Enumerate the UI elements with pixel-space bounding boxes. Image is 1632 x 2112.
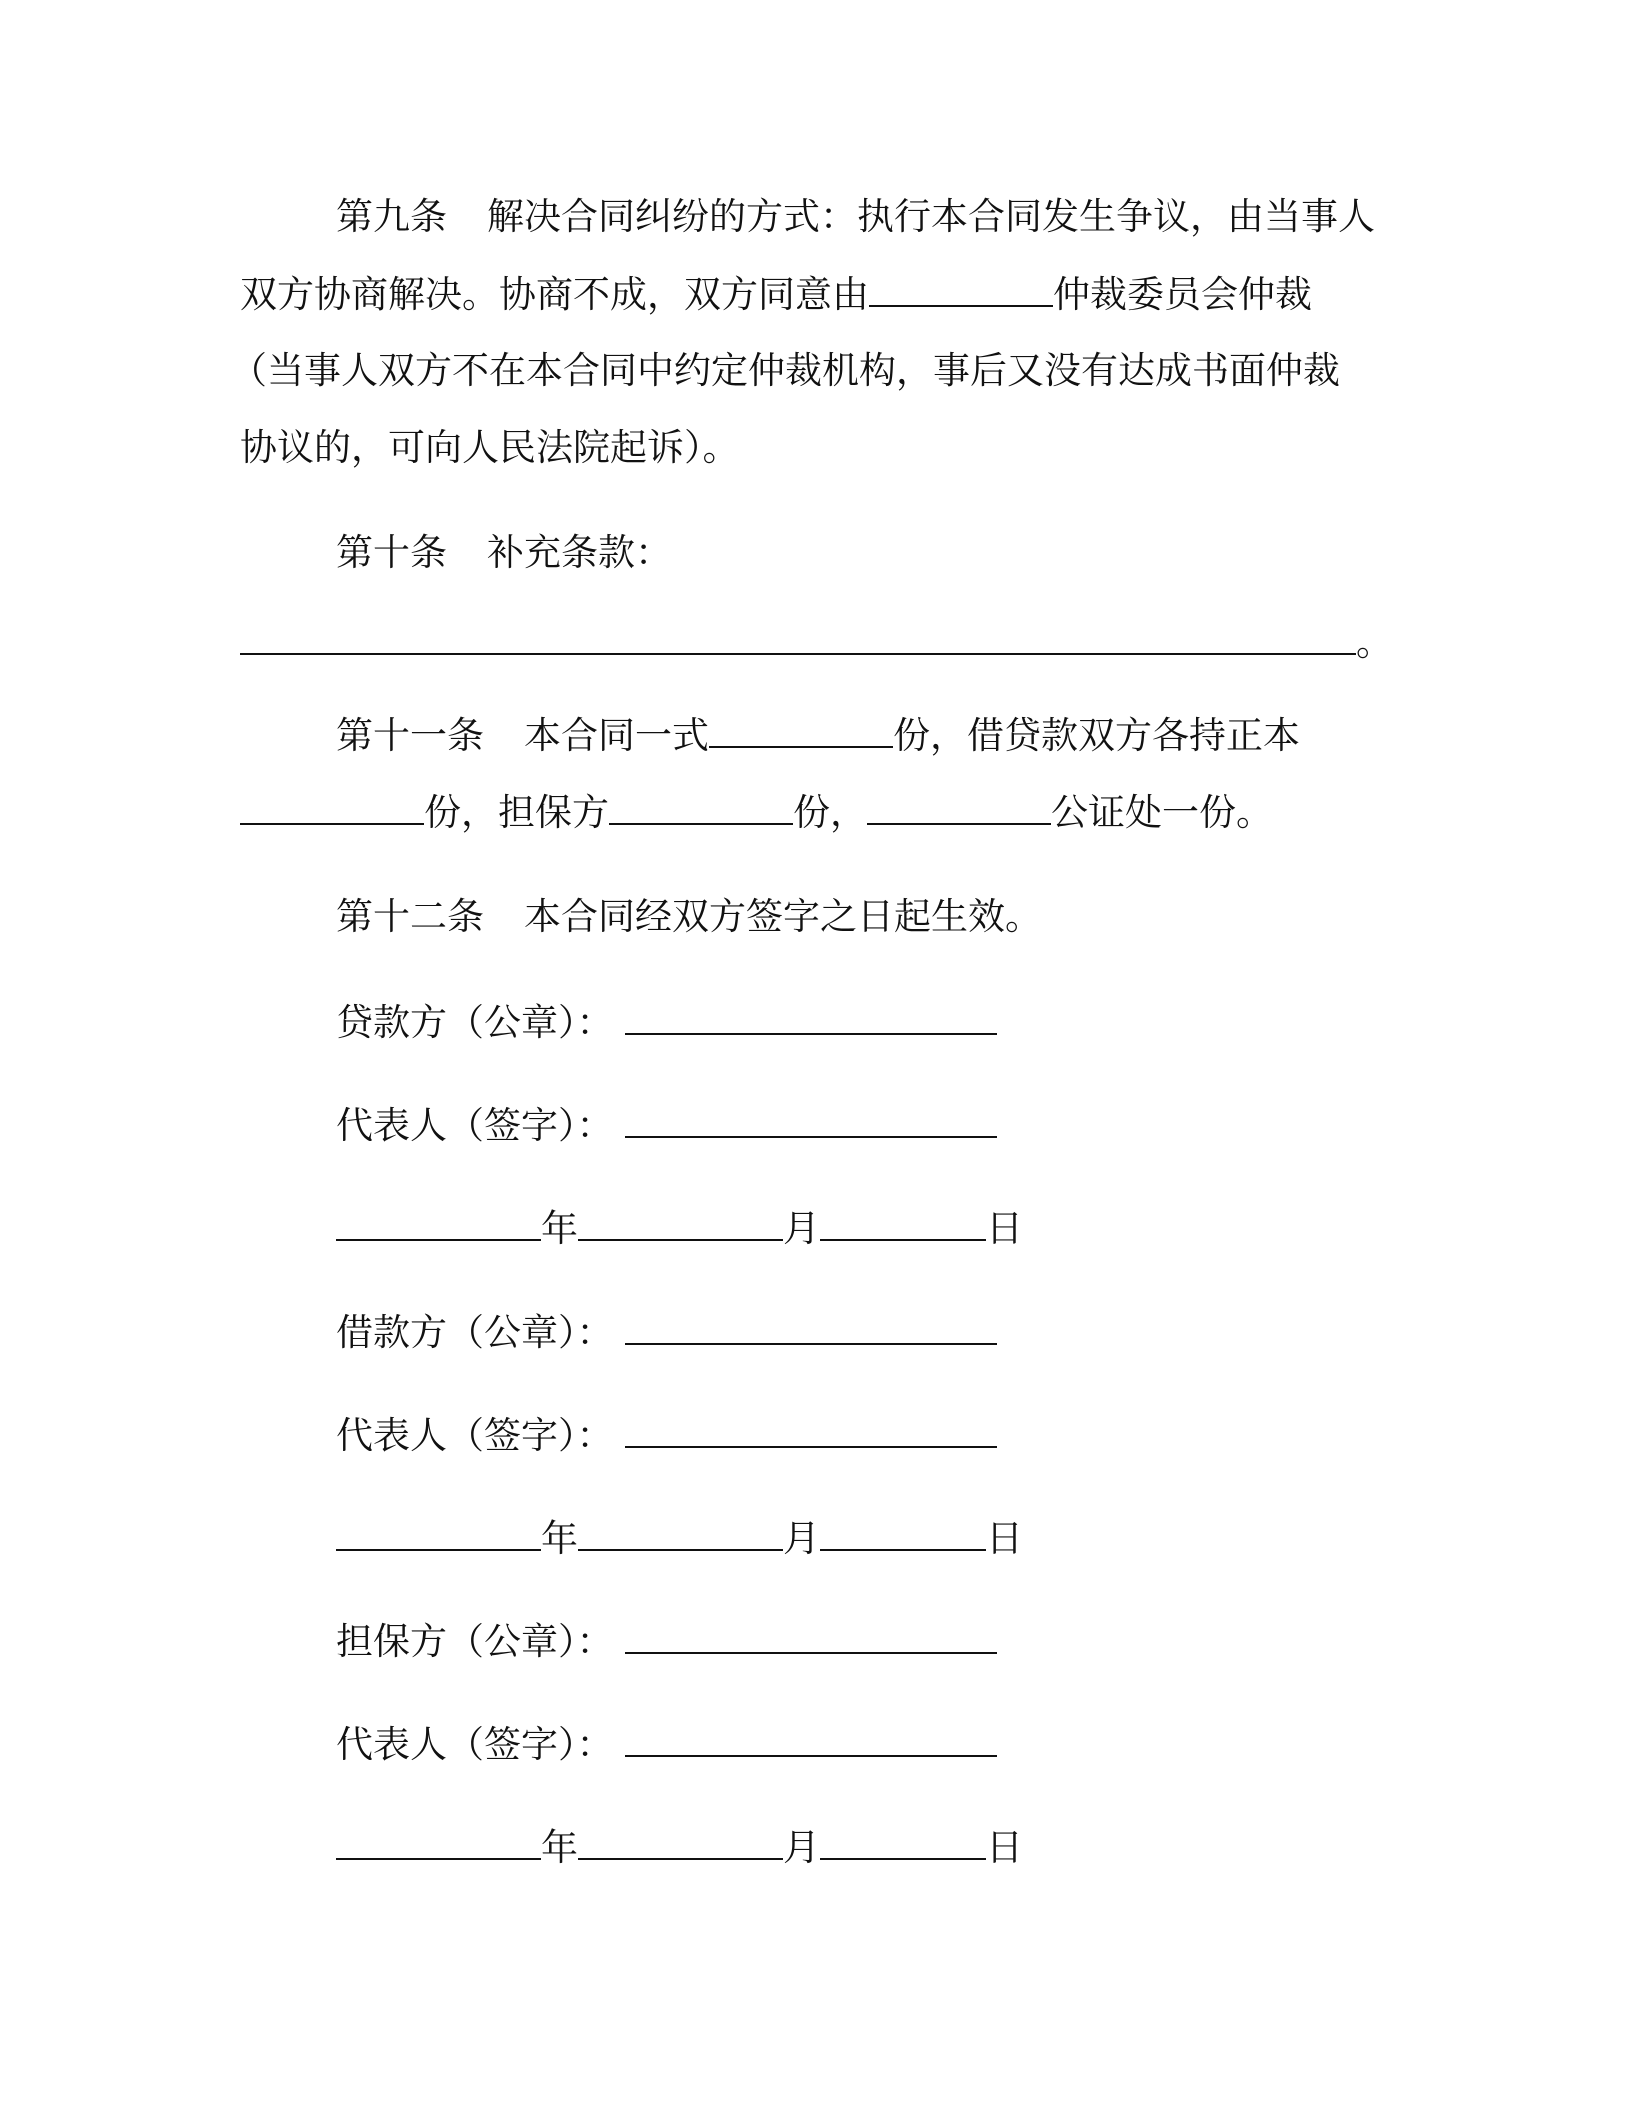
copies-parties-blank[interactable] <box>240 793 424 825</box>
guarantor-seal-blank[interactable] <box>625 1622 997 1654</box>
month-label: 月 <box>783 1517 820 1560</box>
article11-text-2b: 份， <box>793 791 867 834</box>
borrower-rep-line <box>336 1414 997 1457</box>
article11-text-1a: 本合同一式 <box>524 714 709 757</box>
day-label: 日 <box>986 1826 1023 1869</box>
borrower-rep-blank[interactable] <box>625 1416 997 1448</box>
guarantor-rep-line <box>336 1723 997 1766</box>
article10-line2 <box>240 621 1393 664</box>
day-label: 日 <box>986 1517 1023 1560</box>
copies-total-blank[interactable] <box>709 716 893 748</box>
article9-number: 第九条 <box>336 195 447 238</box>
borrower-date-line <box>336 1517 1023 1560</box>
lender-rep-line <box>336 1104 997 1147</box>
month-label: 月 <box>783 1207 820 1250</box>
article12-number: 第十二条 <box>336 895 484 938</box>
arbitration-blank[interactable] <box>869 275 1053 307</box>
article9-text-3: （当事人双方不在本合同中约定仲裁机构，事后又没有达成书面仲裁 <box>230 349 1340 392</box>
article11-text-2c: 公证处一份。 <box>1051 791 1273 834</box>
supplementary-terms-blank[interactable] <box>240 623 1356 655</box>
article11-number: 第十一条 <box>336 714 484 757</box>
article11-text-2a: 份，担保方 <box>424 791 609 834</box>
article11-line1 <box>336 714 1300 757</box>
year-label: 年 <box>541 1517 578 1560</box>
month-label: 月 <box>783 1826 820 1869</box>
article10-number: 第十条 <box>336 531 447 574</box>
article9-text-2b: 仲裁委员会仲裁 <box>1053 273 1312 316</box>
lender-day-blank[interactable] <box>820 1209 986 1241</box>
article12-text: 本合同经双方签字之日起生效。 <box>524 895 1042 938</box>
article11-text-1b: 份，借贷款双方各持正本 <box>893 714 1300 757</box>
article9-text-1: 解决合同纠纷的方式：执行本合同发生争议，由当事人 <box>487 195 1375 238</box>
guarantor-rep-label: 代表人（签字）： <box>336 1723 614 1766</box>
copies-guarantor-blank[interactable] <box>609 793 793 825</box>
day-label: 日 <box>986 1207 1023 1250</box>
year-label: 年 <box>541 1826 578 1869</box>
lender-seal-line <box>336 1001 997 1044</box>
lender-year-blank[interactable] <box>336 1209 541 1241</box>
article11-line2 <box>240 791 1273 834</box>
guarantor-day-blank[interactable] <box>820 1828 986 1860</box>
borrower-seal-label: 借款方（公章）： <box>336 1311 614 1354</box>
guarantor-seal-label: 担保方（公章）： <box>336 1620 614 1663</box>
lender-rep-blank[interactable] <box>625 1106 997 1138</box>
guarantor-seal-line <box>336 1620 997 1663</box>
article9-text-4: 协议的，可向人民法院起诉）。 <box>240 426 740 469</box>
guarantor-month-blank[interactable] <box>578 1828 783 1860</box>
article9-line1 <box>336 195 1375 238</box>
lender-month-blank[interactable] <box>578 1209 783 1241</box>
borrower-month-blank[interactable] <box>578 1519 783 1551</box>
guarantor-date-line <box>336 1826 1023 1869</box>
article10-text: 补充条款： <box>487 531 672 574</box>
article10-line1 <box>336 531 672 574</box>
lender-rep-label: 代表人（签字）： <box>336 1104 614 1147</box>
notary-office-blank[interactable] <box>867 793 1051 825</box>
borrower-rep-label: 代表人（签字）： <box>336 1414 614 1457</box>
article12-line <box>336 895 1042 938</box>
borrower-seal-line <box>336 1311 997 1354</box>
article9-line3 <box>230 349 1340 392</box>
lender-seal-blank[interactable] <box>625 1003 997 1035</box>
guarantor-year-blank[interactable] <box>336 1828 541 1860</box>
borrower-day-blank[interactable] <box>820 1519 986 1551</box>
year-label: 年 <box>541 1207 578 1250</box>
guarantor-rep-blank[interactable] <box>625 1725 997 1757</box>
lender-date-line <box>336 1207 1023 1250</box>
article9-text-2a: 双方协商解决。协商不成，双方同意由 <box>240 273 869 316</box>
article9-line2 <box>240 273 1312 316</box>
article10-end: 。 <box>1356 621 1393 664</box>
borrower-seal-blank[interactable] <box>625 1313 997 1345</box>
borrower-year-blank[interactable] <box>336 1519 541 1551</box>
lender-seal-label: 贷款方（公章）： <box>336 1001 614 1044</box>
article9-line4 <box>240 426 740 469</box>
